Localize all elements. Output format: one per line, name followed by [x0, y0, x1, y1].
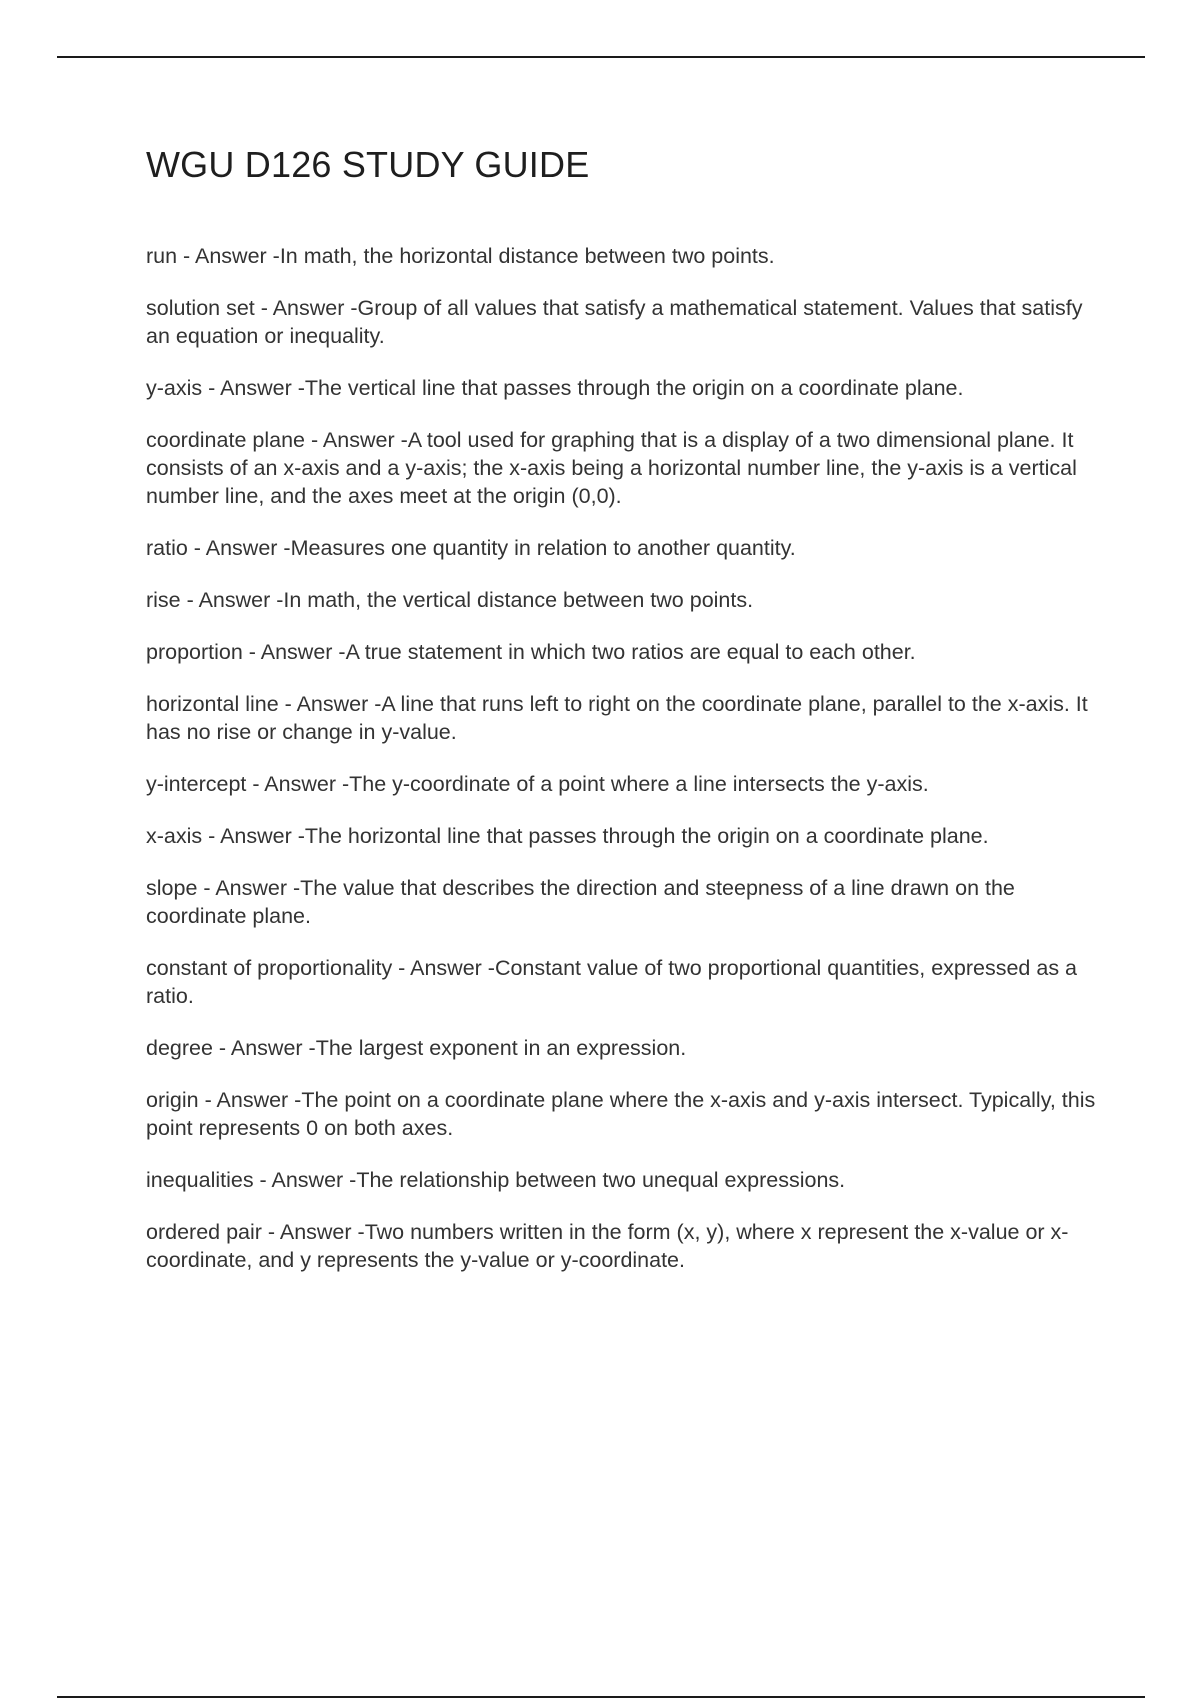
- entry-definition: A true statement in which two ratios are equal to each other.: [345, 640, 916, 664]
- answer-label: Answer -: [271, 1168, 357, 1192]
- glossary-entry: [146, 874, 1096, 930]
- entry-definition: The point on a coordinate plane where the x-axis and y-axis intersect. Typically, this point represents 0 on both axes.: [146, 1088, 1096, 1140]
- entry-definition: Two numbers written in the form (x, y), where x represent the x-value or x-coordinate, and y represents the y-value or y-coordinate.: [146, 1220, 1069, 1272]
- entry-definition: Measures one quantity in relation to another quantity.: [290, 536, 796, 560]
- entry-definition: Constant value of two proportional quantities, expressed as a ratio.: [146, 956, 1077, 1008]
- entry-term: solution set: [146, 296, 255, 320]
- entry-term: rise: [146, 588, 181, 612]
- entry-definition: The value that describes the direction and steepness of a line drawn on the coordinate plane.: [146, 876, 1015, 928]
- answer-label: Answer -: [264, 772, 350, 796]
- entry-term: ordered pair: [146, 1220, 262, 1244]
- entry-separator: -: [197, 876, 216, 900]
- page-title: WGU D126 STUDY GUIDE: [146, 144, 590, 185]
- entry-definition: The largest exponent in an expression.: [315, 1036, 687, 1060]
- entry-separator: -: [261, 1220, 280, 1244]
- entry-term: x-axis: [146, 824, 203, 848]
- glossary-entry: [146, 1218, 1096, 1274]
- glossary-entry: [146, 954, 1096, 1010]
- glossary-entry: [146, 1086, 1096, 1142]
- answer-label: Answer -: [198, 588, 284, 612]
- entry-definition: A line that runs left to right on the coordinate plane, parallel to the x-axis. It has no rise or change in y-value.: [146, 692, 1088, 744]
- glossary-entry: [146, 690, 1096, 746]
- glossary-entry: [146, 294, 1096, 350]
- entry-definition: Group of all values that satisfy a mathematical statement. Values that satisfy an equation or inequality.: [146, 296, 1083, 348]
- entry-term: proportion: [146, 640, 243, 664]
- glossary-entry: [146, 638, 1096, 666]
- answer-label: Answer -: [195, 244, 280, 268]
- answer-label: Answer -: [220, 824, 305, 848]
- entry-term: degree: [146, 1036, 213, 1060]
- entry-separator: -: [242, 640, 261, 664]
- entry-separator: -: [254, 296, 273, 320]
- entry-term: inequalities: [146, 1168, 254, 1192]
- entry-definition: In math, the horizontal distance between two points.: [279, 244, 775, 268]
- answer-label: Answer -: [260, 640, 346, 664]
- glossary-entry: [146, 1034, 1096, 1062]
- entry-separator: -: [246, 772, 265, 796]
- answer-label: Answer -: [410, 956, 495, 980]
- entry-definition: The horizontal line that passes through the origin on a coordinate plane.: [304, 824, 989, 848]
- glossary-list: [146, 242, 1096, 1298]
- answer-label: Answer -: [296, 692, 382, 716]
- entry-term: run: [146, 244, 178, 268]
- entry-separator: -: [278, 692, 297, 716]
- answer-label: Answer -: [230, 1036, 316, 1060]
- glossary-entry: [146, 426, 1096, 510]
- entry-term: y-axis: [146, 376, 203, 400]
- entry-term: y-intercept: [146, 772, 247, 796]
- top-rule: [57, 56, 1145, 58]
- entry-term: slope: [146, 876, 198, 900]
- entry-separator: -: [304, 428, 323, 452]
- entry-separator: -: [212, 1036, 231, 1060]
- answer-label: Answer -: [215, 876, 301, 900]
- glossary-entry: [146, 1166, 1096, 1194]
- entry-separator: -: [392, 956, 411, 980]
- answer-label: Answer -: [322, 428, 408, 452]
- entry-definition: The y-coordinate of a point where a line intersects the y-axis.: [349, 772, 929, 796]
- glossary-entry: [146, 534, 1096, 562]
- entry-term: origin: [146, 1088, 199, 1112]
- glossary-entry: [146, 374, 1096, 402]
- entry-term: ratio: [146, 536, 188, 560]
- answer-label: Answer -: [279, 1220, 365, 1244]
- bottom-rule: [57, 1696, 1145, 1698]
- answer-label: Answer -: [205, 536, 291, 560]
- entry-separator: -: [177, 244, 195, 268]
- entry-definition: The vertical line that passes through the origin on a coordinate plane.: [304, 376, 964, 400]
- entry-term: constant of proportionality: [146, 956, 393, 980]
- glossary-entry: [146, 770, 1096, 798]
- entry-term: coordinate plane: [146, 428, 305, 452]
- entry-separator: -: [180, 588, 199, 612]
- entry-term: horizontal line: [146, 692, 279, 716]
- entry-definition: A tool used for graphing that is a display of a two dimensional plane. It consists of an x-axis and a y-axis; the x-axis being a horizontal number line, the y-axis is a vertical number line, and the axes meet at the origin (0,0).: [146, 428, 1077, 508]
- entry-separator: -: [253, 1168, 272, 1192]
- answer-label: Answer -: [272, 296, 358, 320]
- entry-separator: -: [202, 376, 221, 400]
- entry-separator: -: [202, 824, 221, 848]
- answer-label: Answer -: [220, 376, 305, 400]
- glossary-entry: [146, 822, 1096, 850]
- entry-separator: -: [198, 1088, 217, 1112]
- answer-label: Answer -: [216, 1088, 302, 1112]
- entry-definition: The relationship between two unequal expressions.: [356, 1168, 846, 1192]
- entry-separator: -: [187, 536, 206, 560]
- entry-definition: In math, the vertical distance between two points.: [283, 588, 754, 612]
- glossary-entry: [146, 586, 1096, 614]
- glossary-entry: [146, 242, 1096, 270]
